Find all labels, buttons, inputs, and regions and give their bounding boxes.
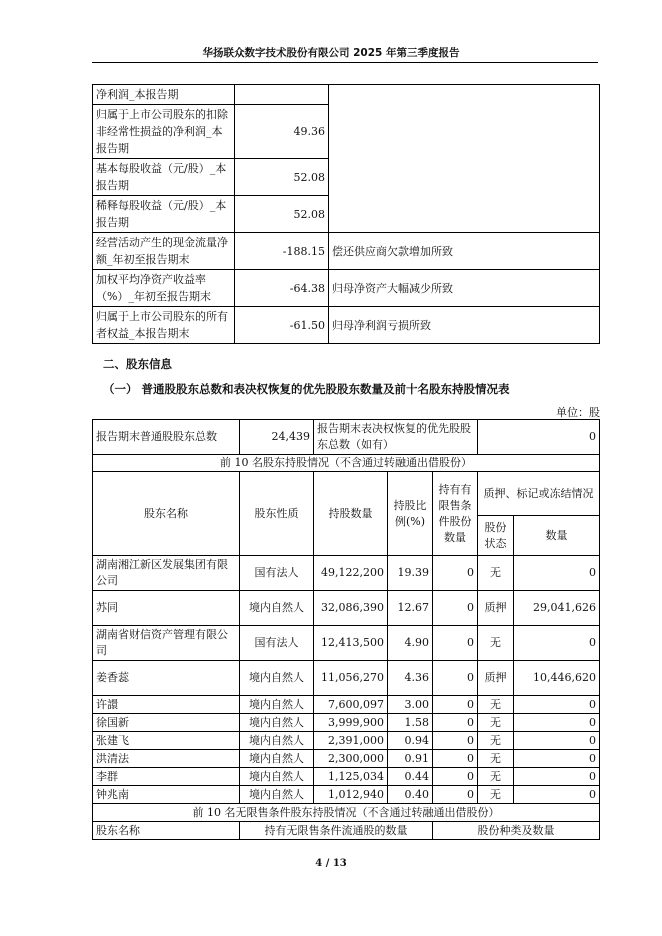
report-header: 华扬联众数字技术股份有限公司 2025 年第三季度报告 [202,47,460,59]
indicator-value: 49.36 [235,105,329,159]
indicator-name: 经营活动产生的现金流量净额_年初至报告期末 [93,233,235,270]
holder-restricted: 0 [433,714,478,732]
holder-status: 无 [478,714,514,732]
holder-status: 无 [478,768,514,786]
col-header-restricted: 持有有限售条件股份数量 [433,472,478,556]
holder-ratio: 12.67 [388,591,433,626]
holder-ratio: 0.94 [388,732,433,750]
holder-restricted: 0 [433,661,478,696]
col-header-pledge: 质押、标记或冻结情况 [478,472,600,516]
holder-nature: 境内自然人 [240,768,314,786]
section-title: 二、股东信息 [103,357,172,371]
page-number: 4 / 13 [315,858,347,869]
col-header-ratio: 持股比例(%) [388,472,433,556]
holder-count: 0 [514,696,600,714]
holder-restricted: 0 [433,626,478,661]
holder-shares: 1,125,034 [314,768,388,786]
holder-restricted: 0 [433,750,478,768]
holder-shares: 3,999,900 [314,714,388,732]
table-row [93,696,600,714]
table-row [93,661,600,696]
holder-name: 徐国新 [93,714,240,732]
holder-status: 无 [478,786,514,804]
holder-name: 苏同 [93,591,240,626]
holder-shares: 1,012,940 [314,786,388,804]
holder-ratio: 4.36 [388,661,433,696]
holder-ratio: 0.91 [388,750,433,768]
holder-shares: 49,122,200 [314,556,388,591]
holder-nature: 境内自然人 [240,732,314,750]
indicator-name: 净利润_本报告期 [93,85,235,105]
indicator-value: -61.50 [235,307,329,344]
holder-name: 洪清法 [93,750,240,768]
indicator-name: 基本每股收益（元/股）_本报告期 [93,159,235,196]
table-row [93,626,600,661]
holder-nature: 国有法人 [240,556,314,591]
indicator-value: 52.08 [235,196,329,233]
indicator-reason: 归母净资产大幅减少所致 [329,270,600,307]
holder-shares: 7,600,097 [314,696,388,714]
holder-restricted: 0 [433,732,478,750]
holder-status: 无 [478,750,514,768]
holder-count: 10,446,620 [514,661,600,696]
holder-ratio: 3.00 [388,696,433,714]
holder-count: 0 [514,626,600,661]
top10-title: 前 10 名股东持股情况（不含通过转融通出借股份） [93,455,600,472]
holder-shares: 2,300,000 [314,750,388,768]
indicator-reason [329,85,600,233]
unrestricted-title: 前 10 名无限售条件股东持股情况（不含通过转融通出借股份） [93,804,600,822]
holder-status: 质押 [478,591,514,626]
holder-name: 湖南湘江新区发展集团有限公司 [93,556,240,591]
preferred-holders-label: 报告期末表决权恢复的优先股股东总数（如有） [314,420,478,455]
table-row [93,556,600,591]
holder-name: 张建飞 [93,732,240,750]
indicator-change-table [92,84,600,344]
holder-status: 质押 [478,661,514,696]
holder-nature: 境内自然人 [240,786,314,804]
unrestricted-col-name: 股东名称 [93,822,240,840]
unrestricted-col-type: 股份种类及数量 [433,822,600,840]
common-holders-label: 报告期末普通股股东总数 [93,420,240,455]
holder-name: 湖南省财信资产管理有限公司 [93,626,240,661]
preferred-holders-value: 0 [478,420,600,455]
holder-nature: 境内自然人 [240,750,314,768]
table-row [93,591,600,626]
holder-status: 无 [478,626,514,661]
holder-restricted: 0 [433,556,478,591]
holder-count: 0 [514,714,600,732]
col-header-count: 数量 [514,516,600,556]
indicator-value: -64.38 [235,270,329,307]
col-header-shares: 持股数量 [314,472,388,556]
holder-status: 无 [478,732,514,750]
holder-nature: 境内自然人 [240,661,314,696]
table-row [93,750,600,768]
subsection-title: （一） 普通股股东总数和表决权恢复的优先股股东数量及前十名股东持股情况表 [103,382,510,396]
holder-restricted: 0 [433,786,478,804]
holder-restricted: 0 [433,591,478,626]
holder-shares: 11,056,270 [314,661,388,696]
holder-count: 0 [514,732,600,750]
holder-count: 29,041,626 [514,591,600,626]
indicator-reason: 归母净利润亏损所致 [329,307,600,344]
holder-nature: 境内自然人 [240,714,314,732]
holder-status: 无 [478,556,514,591]
holder-ratio: 0.40 [388,786,433,804]
indicator-name: 归属于上市公司股东的扣除非经常性损益的净利润_本报告期 [93,105,235,159]
table-row [93,786,600,804]
col-header-nature: 股东性质 [240,472,314,556]
indicator-name: 加权平均净资产收益率（%）_年初至报告期末 [93,270,235,307]
holder-ratio: 0.44 [388,768,433,786]
holder-count: 0 [514,786,600,804]
holder-count: 0 [514,768,600,786]
indicator-value: 52.08 [235,159,329,196]
indicator-value [235,85,329,105]
unit-label: 单位：股 [556,406,600,419]
table-row [93,732,600,750]
indicator-name: 归属于上市公司股东的所有者权益_本报告期末 [93,307,235,344]
table-row [93,768,600,786]
indicator-value: -188.15 [235,233,329,270]
shareholder-table [92,419,600,840]
holder-restricted: 0 [433,696,478,714]
table-row [93,714,600,732]
holder-ratio: 1.58 [388,714,433,732]
holder-name: 姜香蕊 [93,661,240,696]
holder-name: 李群 [93,768,240,786]
holder-shares: 12,413,500 [314,626,388,661]
holder-restricted: 0 [433,768,478,786]
holder-count: 0 [514,750,600,768]
indicator-reason: 偿还供应商欠款增加所致 [329,233,600,270]
holder-nature: 国有法人 [240,626,314,661]
indicator-name: 稀释每股收益（元/股）_本报告期 [93,196,235,233]
unrestricted-col-shares: 持有无限售条件流通股的数量 [240,822,433,840]
holder-ratio: 4.90 [388,626,433,661]
holder-count: 0 [514,556,600,591]
holder-nature: 境内自然人 [240,696,314,714]
col-header-name: 股东名称 [93,472,240,556]
header-rule [92,62,598,63]
holder-status: 无 [478,696,514,714]
holder-name: 许譞 [93,696,240,714]
holder-nature: 境内自然人 [240,591,314,626]
common-holders-value: 24,439 [240,420,314,455]
holder-shares: 2,391,000 [314,732,388,750]
holder-name: 钟兆南 [93,786,240,804]
holder-shares: 32,086,390 [314,591,388,626]
col-header-status: 股份状态 [478,516,514,556]
holder-ratio: 19.39 [388,556,433,591]
